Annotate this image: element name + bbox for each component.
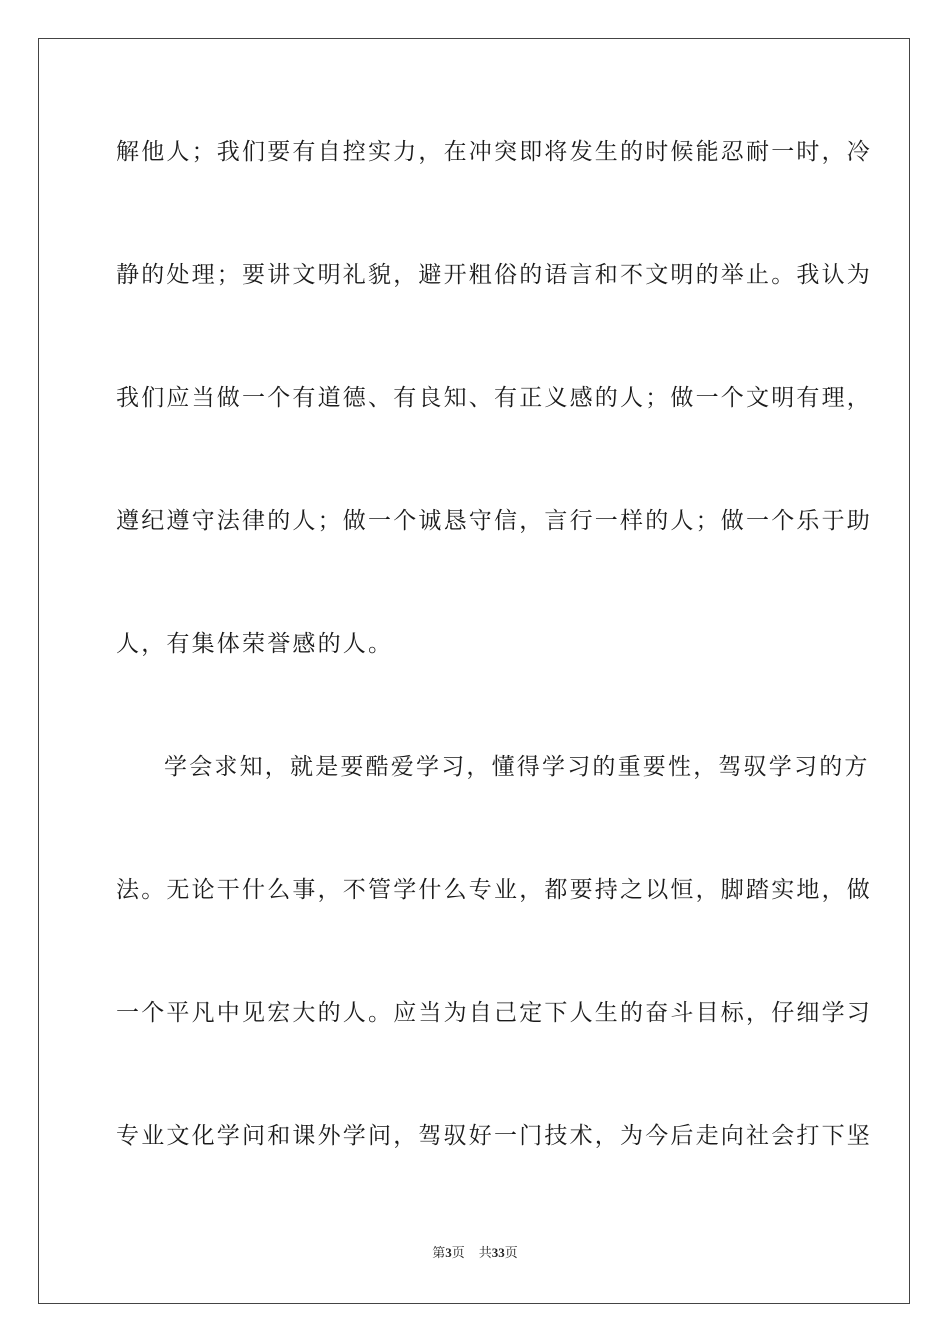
text-line: 我们应当做一个有道德、有良知、有正义感的人；做一个文明有理， [116, 385, 872, 411]
total-pages: 33 [491, 1245, 505, 1260]
page-border [38, 38, 910, 1304]
text-line: 遵纪遵守法律的人；做一个诚恳守信，言行一样的人；做一个乐于助 [116, 508, 872, 534]
text-line: 法。无论干什么事，不管学什么专业，都要持之以恒，脚踏实地，做 [116, 877, 872, 903]
page-footer [0, 1244, 950, 1262]
total-suffix: 页 [504, 1245, 518, 1260]
paragraph-first-line: 学会求知，就是要酷爱学习，懂得学习的重要性，驾驭学习的方 [164, 754, 870, 780]
total-prefix: 共 [478, 1245, 492, 1260]
page-prefix: 第 [432, 1245, 446, 1260]
text-line: 人，有集体荣誉感的人。 [116, 631, 394, 657]
page-suffix: 页 [451, 1245, 465, 1260]
text-line: 解他人；我们要有自控实力，在冲突即将发生的时候能忍耐一时，冷 [116, 139, 872, 165]
text-line: 一个平凡中见宏大的人。应当为自己定下人生的奋斗目标，仔细学习 [116, 1000, 872, 1026]
text-line: 专业文化学问和课外学问，驾驭好一门技术，为今后走向社会打下坚 [116, 1123, 872, 1149]
text-line: 静的处理；要讲文明礼貌，避开粗俗的语言和不文明的举止。我认为 [116, 262, 872, 288]
page-number: 3 [445, 1245, 452, 1260]
